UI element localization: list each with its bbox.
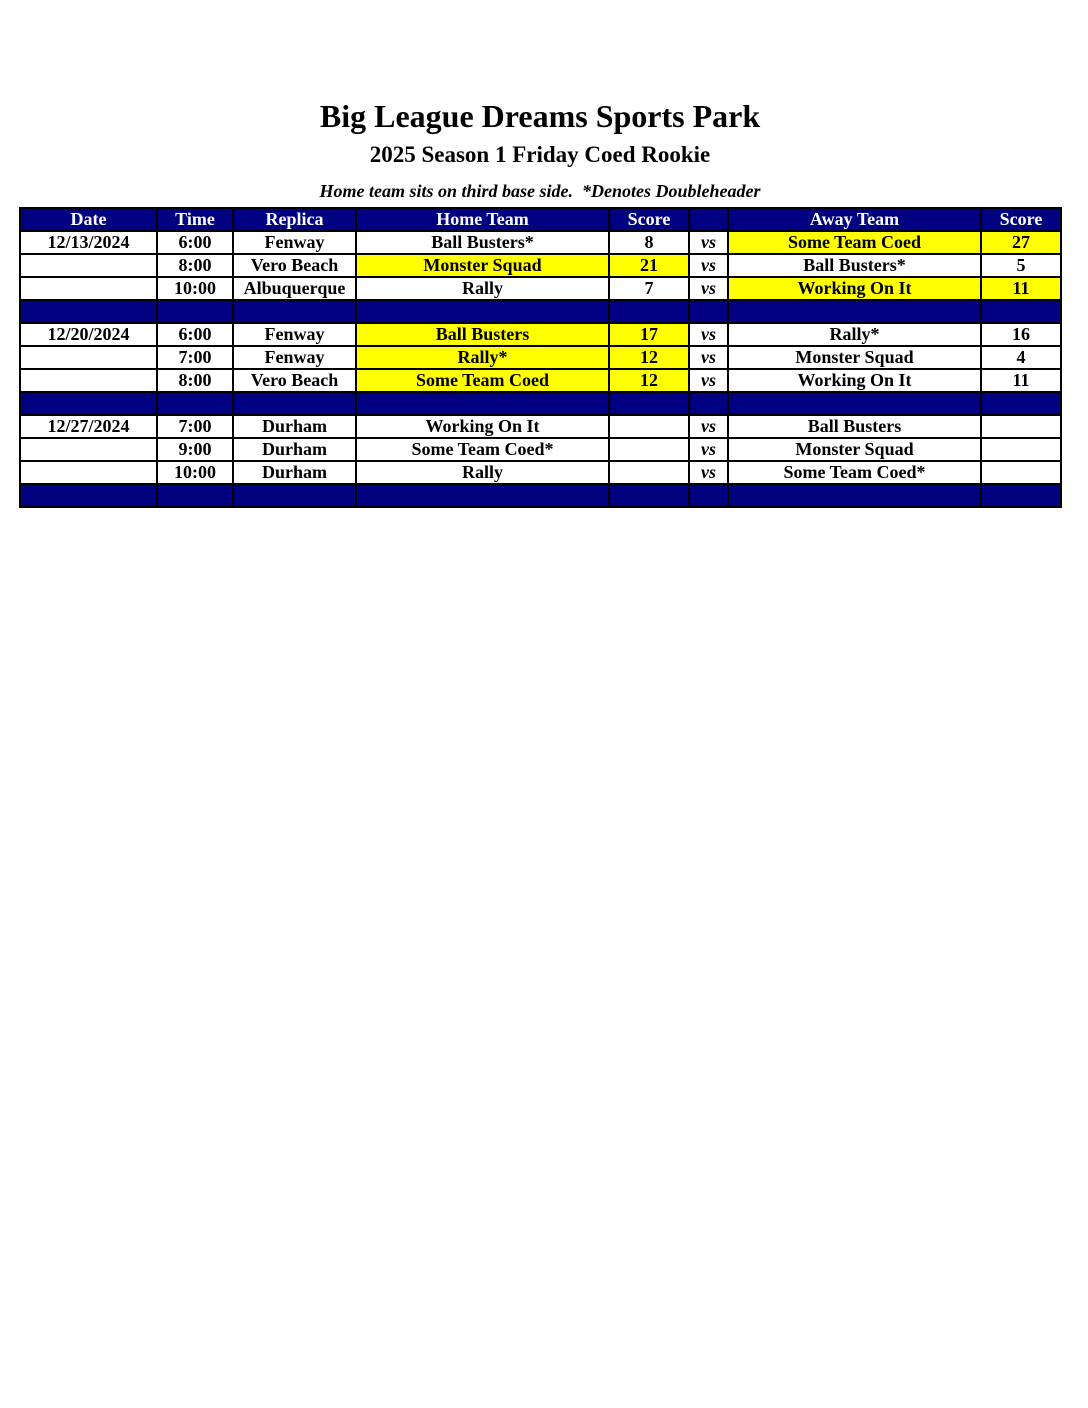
separator-cell: [20, 300, 157, 323]
date-cell: [20, 254, 157, 277]
away-score-cell: [981, 438, 1061, 461]
replica-cell: Vero Beach: [233, 369, 356, 392]
page-subtitle: 2025 Season 1 Friday Coed Rookie: [369, 142, 711, 167]
game-row: [20, 254, 1061, 277]
separator-row: [20, 392, 1061, 415]
away-team-cell: Working On It: [728, 369, 981, 392]
home-score-cell: [609, 461, 689, 484]
header-row: [20, 208, 1061, 231]
separator-cell: [689, 300, 728, 323]
time-cell: 7:00: [157, 346, 233, 369]
away-team-cell: Ball Busters: [728, 415, 981, 438]
home-team-cell: Rally*: [356, 346, 609, 369]
vs-cell: vs: [689, 254, 728, 277]
separator-row: [20, 300, 1061, 323]
column-header-replica: Replica: [233, 208, 356, 231]
separator-cell: [356, 300, 609, 323]
time-cell: 8:00: [157, 369, 233, 392]
away-score-cell: 16: [981, 323, 1061, 346]
separator-cell: [20, 392, 157, 415]
home-team-cell: Monster Squad: [356, 254, 609, 277]
date-cell: [20, 346, 157, 369]
away-score-cell: 27: [981, 231, 1061, 254]
separator-cell: [689, 484, 728, 507]
separator-cell: [233, 484, 356, 507]
separator-cell: [609, 392, 689, 415]
replica-cell: Albuquerque: [233, 277, 356, 300]
away-score-cell: 4: [981, 346, 1061, 369]
home-team-cell: Rally: [356, 461, 609, 484]
replica-cell: Durham: [233, 415, 356, 438]
separator-cell: [20, 484, 157, 507]
vs-cell: vs: [689, 438, 728, 461]
vs-cell: vs: [689, 231, 728, 254]
time-cell: 10:00: [157, 461, 233, 484]
separator-cell: [728, 484, 981, 507]
game-row: [20, 346, 1061, 369]
vs-cell: vs: [689, 369, 728, 392]
column-header-date: Date: [20, 208, 157, 231]
home-score-cell: 8: [609, 231, 689, 254]
separator-cell: [689, 392, 728, 415]
time-cell: 8:00: [157, 254, 233, 277]
time-cell: 9:00: [157, 438, 233, 461]
separator-cell: [157, 392, 233, 415]
home-score-cell: 7: [609, 277, 689, 300]
away-team-cell: Monster Squad: [728, 438, 981, 461]
vs-cell: vs: [689, 461, 728, 484]
game-row: [20, 323, 1061, 346]
vs-cell: vs: [689, 323, 728, 346]
home-team-cell: Working On It: [356, 415, 609, 438]
separator-cell: [356, 392, 609, 415]
home-team-cell: Ball Busters*: [356, 231, 609, 254]
replica-cell: Fenway: [233, 346, 356, 369]
game-row: [20, 277, 1061, 300]
column-header-away-team: Away Team: [728, 208, 981, 231]
away-score-cell: 11: [981, 369, 1061, 392]
home-score-cell: 21: [609, 254, 689, 277]
replica-cell: Fenway: [233, 231, 356, 254]
column-header-time: Time: [157, 208, 233, 231]
date-cell: 12/27/2024: [20, 415, 157, 438]
home-team-cell: Some Team Coed: [356, 369, 609, 392]
separator-cell: [233, 300, 356, 323]
replica-cell: Durham: [233, 438, 356, 461]
time-cell: 7:00: [157, 415, 233, 438]
date-cell: [20, 438, 157, 461]
replica-cell: Fenway: [233, 323, 356, 346]
date-cell: 12/13/2024: [20, 231, 157, 254]
schedule-table: [19, 207, 1062, 508]
away-score-cell: 11: [981, 277, 1061, 300]
page-title: Big League Dreams Sports Park: [319, 98, 761, 134]
date-cell: [20, 369, 157, 392]
separator-cell: [728, 300, 981, 323]
home-team-cell: Ball Busters: [356, 323, 609, 346]
home-team-cell: Rally: [356, 277, 609, 300]
separator-cell: [981, 392, 1061, 415]
separator-cell: [157, 300, 233, 323]
separator-cell: [233, 392, 356, 415]
separator-cell: [981, 484, 1061, 507]
date-cell: 12/20/2024: [20, 323, 157, 346]
separator-cell: [356, 484, 609, 507]
separator-cell: [728, 392, 981, 415]
game-row: [20, 415, 1061, 438]
separator-cell: [157, 484, 233, 507]
home-score-cell: 12: [609, 346, 689, 369]
away-team-cell: Rally*: [728, 323, 981, 346]
away-score-cell: [981, 415, 1061, 438]
game-row: [20, 461, 1061, 484]
away-score-cell: [981, 461, 1061, 484]
column-header-home-score: Score: [609, 208, 689, 231]
away-team-cell: Working On It: [728, 277, 981, 300]
separator-cell: [981, 300, 1061, 323]
away-team-cell: Some Team Coed: [728, 231, 981, 254]
away-team-cell: Ball Busters*: [728, 254, 981, 277]
separator-cell: [609, 300, 689, 323]
column-header-home-team: Home Team: [356, 208, 609, 231]
game-row: [20, 369, 1061, 392]
game-row: [20, 231, 1061, 254]
time-cell: 6:00: [157, 323, 233, 346]
home-score-cell: 17: [609, 323, 689, 346]
vs-cell: vs: [689, 277, 728, 300]
column-header-away-score: Score: [981, 208, 1061, 231]
schedule-body: [20, 231, 1061, 507]
time-cell: 6:00: [157, 231, 233, 254]
schedule-note: Home team sits on third base side. *Denotes Doubleheader: [319, 181, 761, 201]
time-cell: 10:00: [157, 277, 233, 300]
away-team-cell: Monster Squad: [728, 346, 981, 369]
vs-cell: vs: [689, 415, 728, 438]
vs-cell: vs: [689, 346, 728, 369]
home-team-cell: Some Team Coed*: [356, 438, 609, 461]
column-header-vs: [689, 208, 728, 231]
away-team-cell: Some Team Coed*: [728, 461, 981, 484]
separator-row: [20, 484, 1061, 507]
replica-cell: Vero Beach: [233, 254, 356, 277]
replica-cell: Durham: [233, 461, 356, 484]
date-cell: [20, 461, 157, 484]
home-score-cell: [609, 438, 689, 461]
separator-cell: [609, 484, 689, 507]
home-score-cell: [609, 415, 689, 438]
home-score-cell: 12: [609, 369, 689, 392]
away-score-cell: 5: [981, 254, 1061, 277]
game-row: [20, 438, 1061, 461]
date-cell: [20, 277, 157, 300]
